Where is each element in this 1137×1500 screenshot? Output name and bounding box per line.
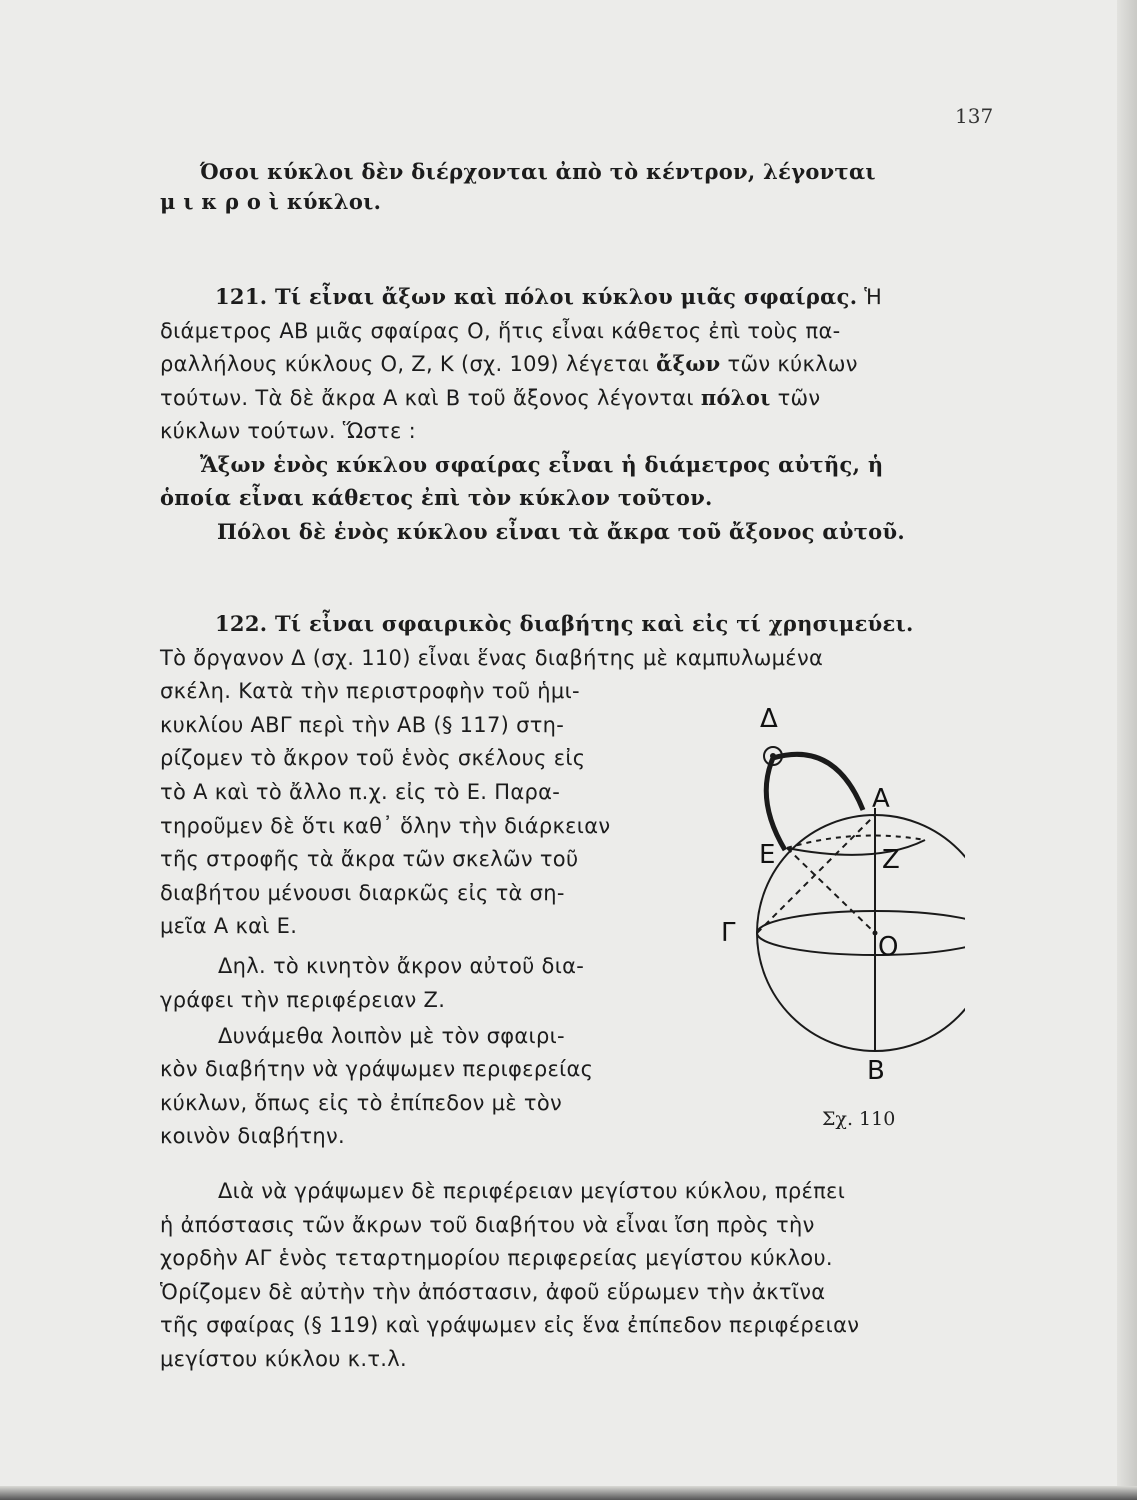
section-122-line-8: διαβήτου μένουσι διαρκῶς εἰς τὰ ση- xyxy=(160,881,565,905)
term-poles: πόλοι xyxy=(700,385,771,410)
label-delta: Δ xyxy=(760,704,778,734)
para3-line-2: κὸν διαβήτην νὰ γράψωμεν περιφερείας xyxy=(160,1057,594,1081)
section-121-line-2-text: ραλλήλους κύκλους Ο, Ζ, Κ (σχ. 109) λέγεται xyxy=(160,352,650,376)
figure-110-drawing xyxy=(715,700,965,1140)
section-121-heading-text: 121. Τί εἶναι ἄξων καὶ πόλοι κύκλου μιᾶς σφαίρας. xyxy=(215,284,858,309)
label-b: Β xyxy=(867,1056,885,1086)
para4-line-6: μεγίστου κύκλου κ.τ.λ. xyxy=(160,1347,407,1371)
section-121-line-2 xyxy=(160,350,990,378)
section-121-line-3 xyxy=(160,384,990,412)
para4-line-1: Διὰ νὰ γράψωμεν δὲ περιφέρειαν μεγίστου κύκλου, πρέπει xyxy=(218,1179,846,1203)
para3-line-1: Δυνάμεθα λοιπὸν μὲ τὸν σφαιρι- xyxy=(218,1024,565,1048)
section-122-line-2: σκέλη. Κατὰ τὴν περιστροφὴν τοῦ ἡμι- xyxy=(160,679,580,703)
section-121-line-3-text: τούτων. Τὰ δὲ ἄκρα Α καὶ Β τοῦ ἄξονος λέγονται xyxy=(160,386,694,410)
center-point xyxy=(873,931,878,936)
section-121-line-2-tail: τῶν κύκλων xyxy=(727,352,858,376)
para4-line-4: Ὁρίζομεν δὲ αὐτὴν τὴν ἀπόστασιν, ἀφοῦ εὕρωμεν τὴν ἀκτῖνα xyxy=(160,1280,826,1304)
section-121-line-3-tail: τῶν xyxy=(777,386,821,410)
section-122-line-5: τὸ Α καὶ τὸ ἄλλο π.χ. εἰς τὸ Ε. Παρα- xyxy=(160,780,561,804)
definition-axis-2: ὁποία εἶναι κάθετος ἐπὶ τὸν κύκλον τοῦτον. xyxy=(160,485,713,510)
section-121-line-1: διάμετρος ΑΒ μιᾶς σφαίρας Ο, ἥτις εἶναι κάθετος ἐπὶ τοὺς πα- xyxy=(160,319,841,343)
section-121-line-4: κύκλων τούτων. Ὥστε : xyxy=(160,419,417,443)
compass-leg-right xyxy=(773,754,863,810)
para3-line-4: κοινὸν διαβήτην. xyxy=(160,1124,345,1148)
label-a: Α xyxy=(872,784,890,814)
intro-line-2: μ ι κ ρ ο ὶ κύκλοι. xyxy=(160,189,382,214)
section-122-line-9: μεῖα Α καὶ Ε. xyxy=(160,914,298,938)
section-122-line-1: Τὸ ὄργανον Δ (σχ. 110) εἶναι ἕνας διαβήτης μὲ καμπυλωμένα xyxy=(160,646,824,670)
term-axis: ἄξων xyxy=(656,351,721,376)
section-122-line-7: τῆς στροφῆς τὰ ἄκρα τῶν σκελῶν τοῦ xyxy=(160,847,579,871)
section-122-line-3: κυκλίου ΑΒΓ περὶ τὴν ΑΒ (§ 117) στη- xyxy=(160,713,565,737)
page-bottom-edge xyxy=(0,1486,1137,1500)
para4-line-2: ἡ ἀπόστασις τῶν ἄκρων τοῦ διαβήτου νὰ εἶναι ἴση πρὸς τὴν xyxy=(160,1213,815,1237)
section-121-heading xyxy=(215,283,1045,311)
para4-line-5: τῆς σφαίρας (§ 119) καὶ γράψωμεν εἰς ἕνα ἐπίπεδον περιφέρειαν xyxy=(160,1313,860,1337)
definition-axis-1: Ἄξων ἑνὸς κύκλου σφαίρας εἶναι ἡ διάμετρος αὐτῆς, ἡ xyxy=(200,452,884,477)
definition-poles: Πόλοι δὲ ἑνὸς κύκλου εἶναι τὰ ἄκρα τοῦ ἄξονος αὐτοῦ. xyxy=(217,519,905,544)
compass-leg-left xyxy=(766,758,785,850)
label-gamma: Γ xyxy=(721,918,736,948)
compass-pin xyxy=(770,753,776,759)
para2-line-2: γράφει τὴν περιφέρειαν Ζ. xyxy=(160,988,446,1012)
section-122-heading xyxy=(215,610,1045,638)
small-circle-back xyxy=(787,836,925,849)
label-o: Ο xyxy=(878,932,899,962)
section-122-line-4: ρίζομεν τὸ ἄκρον τοῦ ἑνὸς σκέλους εἰς xyxy=(160,746,586,770)
section-122-line-6: τηροῦμεν δὲ ὅτι καθ᾿ ὅλην τὴν διάρκειαν xyxy=(160,814,611,838)
section-121-heading-tail: Ἡ xyxy=(864,285,883,309)
label-e: Ε xyxy=(759,840,776,870)
para2-line-1: Δηλ. τὸ κινητὸν ἄκρον αὐτοῦ δια- xyxy=(218,954,585,978)
para3-line-3: κύκλων, ὅπως εἰς τὸ ἐπίπεδον μὲ τὸν xyxy=(160,1091,563,1115)
page-right-edge xyxy=(1117,0,1137,1500)
label-z: Ζ xyxy=(882,845,900,875)
section-122-heading-text: 122. Τί εἶναι σφαιρικὸς διαβήτης καὶ εἰς τί χρησιμεύει. xyxy=(215,611,914,636)
great-circle xyxy=(757,911,965,955)
intro-line-1: Όσοι κύκλοι δὲν διέρχονται ἀπὸ τὸ κέντρον, λέγονται xyxy=(200,159,876,184)
figure-110 xyxy=(715,700,965,1140)
figure-caption: Σχ. 110 xyxy=(822,1108,896,1130)
para4-line-3: χορδὴν ΑΓ ἑνὸς τεταρτημορίου περιφερείας μεγίστου κύκλου. xyxy=(160,1246,833,1270)
page-number: 137 xyxy=(955,104,994,128)
